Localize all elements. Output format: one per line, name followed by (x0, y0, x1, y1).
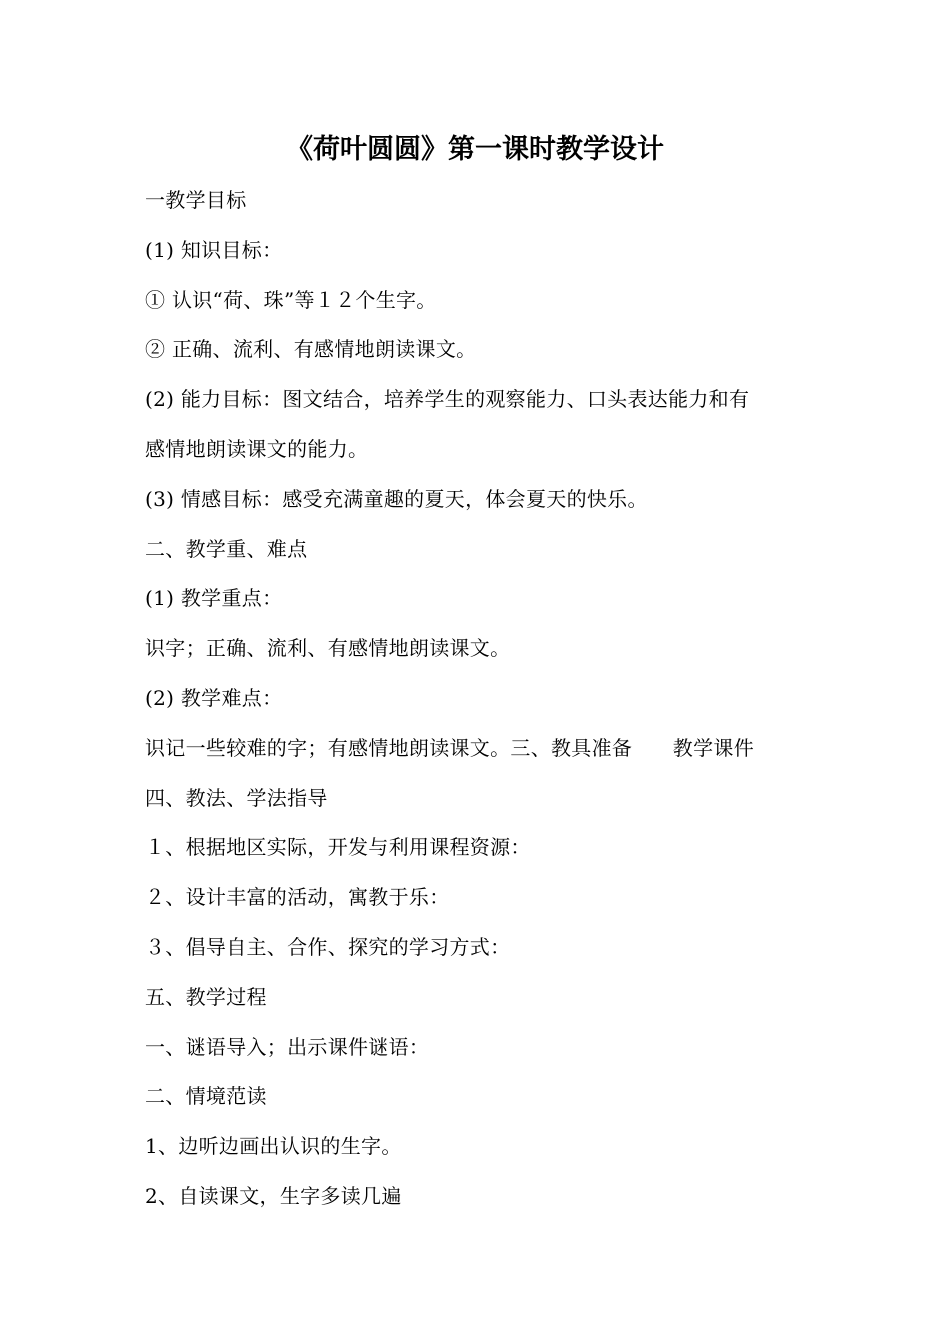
knowledge-objective-item-1: ① 认识“荷、珠”等１２个生字。 (145, 287, 437, 312)
emotion-objective: (3) 情感目标：感受充满童趣的夏天，体会夏天的快乐。 (145, 486, 648, 511)
difficulty-heading: (2) 教学难点： (145, 685, 283, 710)
difficulty-text: 识记一些较难的字；有感情地朗读课文。三、教具准备 教学课件 (145, 735, 754, 760)
ability-objective-line-1: (2) 能力目标：图文结合，培养学生的观察能力、口头表达能力和有 (145, 387, 750, 412)
knowledge-objective-heading: (1) 知识目标： (145, 237, 283, 262)
document-body (145, 185, 815, 1231)
process-step-reading: 二、情境范读 (145, 1084, 267, 1109)
method-item-3: ３、倡导自主、合作、探究的学习方式： (145, 934, 511, 959)
section-heading-key-points: 二、教学重、难点 (145, 536, 308, 561)
key-point-text: 识字；正确、流利、有感情地朗读课文。 (145, 636, 511, 661)
ability-objective-line-2: 感情地朗读课文的能力。 (145, 436, 369, 461)
process-step-riddle: 一、谜语导入；出示课件谜语： (145, 1034, 430, 1059)
method-item-2: ２、设计丰富的活动，寓教于乐： (145, 885, 450, 910)
section-heading-objectives: 一教学目标 (145, 188, 247, 212)
document-title: 《荷叶圆圆》第一课时教学设计 (286, 134, 664, 165)
method-item-1: １、根据地区实际，开发与利用课程资源： (145, 835, 531, 860)
key-point-heading: (1) 教学重点： (145, 586, 283, 611)
section-heading-process: 五、教学过程 (145, 984, 267, 1009)
process-substep-1: 1、边听边画出认识的生字。 (145, 1134, 402, 1159)
knowledge-objective-item-2: ② 正确、流利、有感情地朗读课文。 (145, 337, 477, 362)
process-substep-2: 2、自读课文，生字多读几遍 (145, 1183, 402, 1208)
section-heading-methods: 四、教法、学法指导 (145, 785, 328, 810)
